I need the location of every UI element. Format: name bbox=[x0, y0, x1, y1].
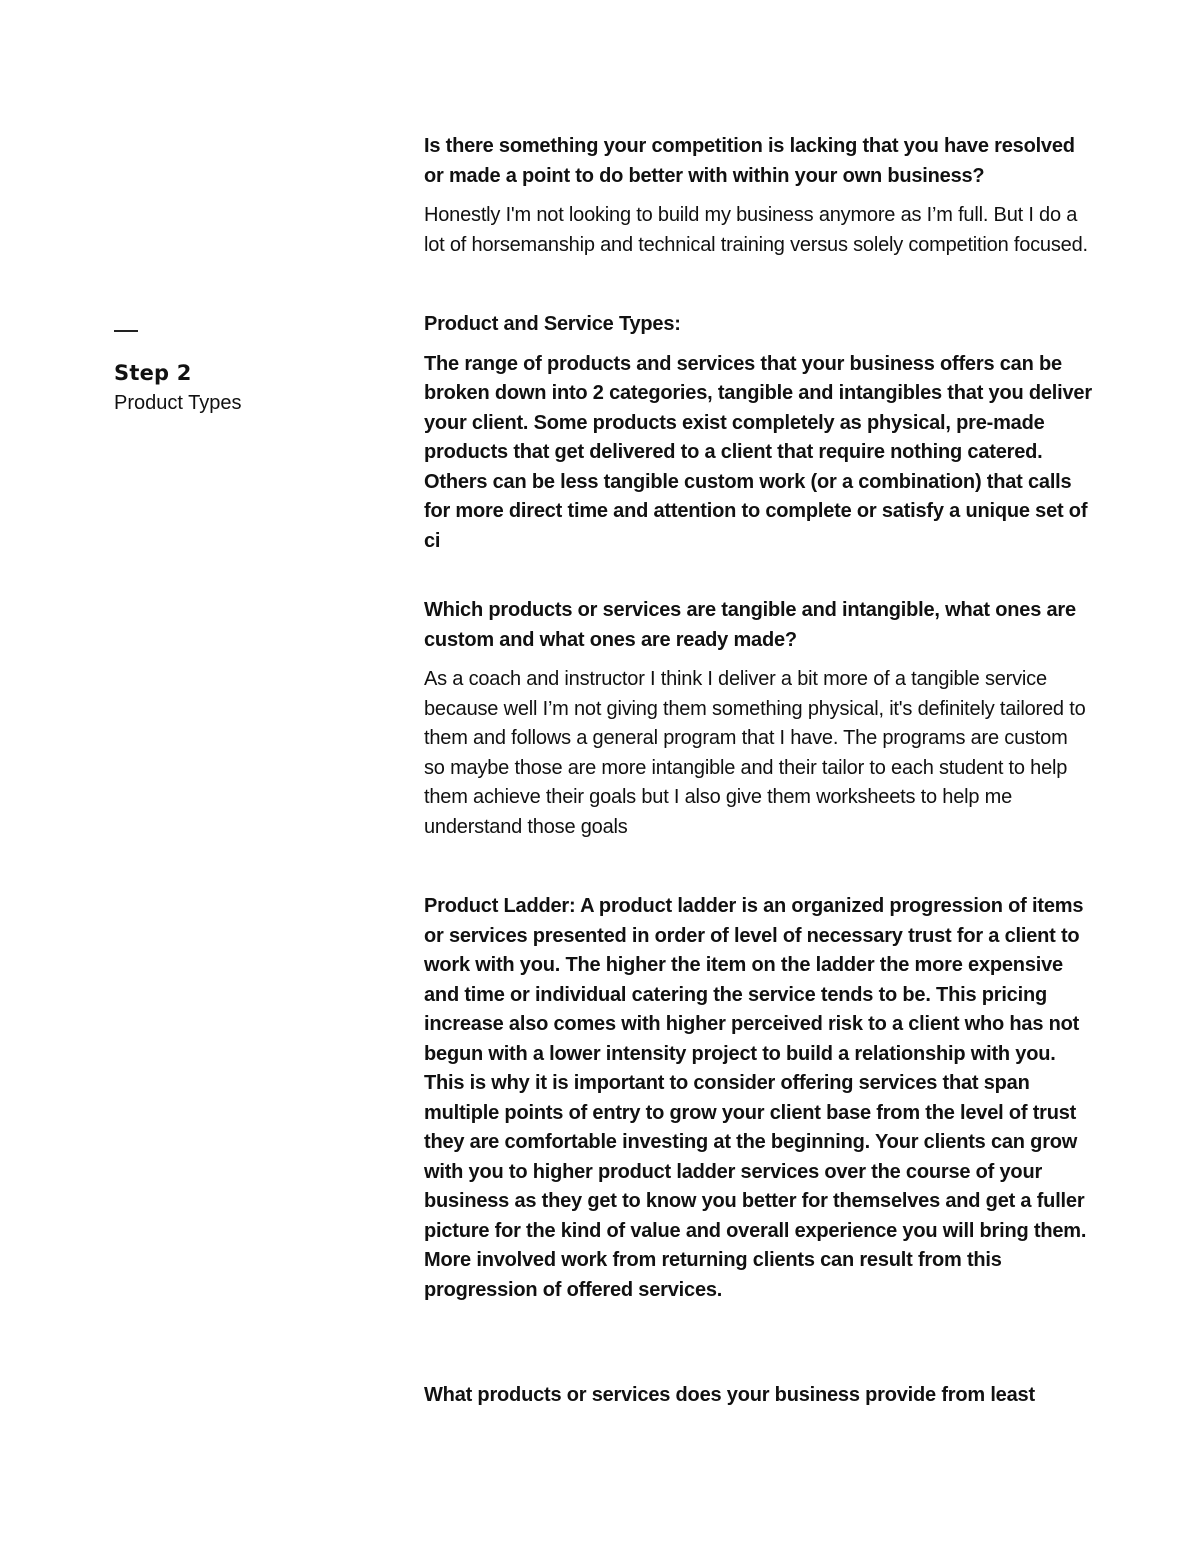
worksheet-content bbox=[424, 132, 1092, 1411]
competition-question: Is there something your competition is lacking that you have resolved or made a point to do better with within your own business? bbox=[424, 135, 1075, 187]
step-label: Step 2 bbox=[114, 361, 192, 385]
tangible-question: Which products or services are tangible and intangible, what ones are custom and what ones are ready made? bbox=[424, 599, 1076, 651]
step-subtitle: Product Types bbox=[114, 392, 242, 414]
step-sidebar bbox=[114, 330, 374, 418]
product-ladder-text: Product Ladder: A product ladder is an organized progression of items or services presented in order of level of necessary trust for a client to work with you. The higher the item on the ladder the more expensive and time or individual catering the service tends to be. This pricing increase also comes with higher perceived risk to a client who has not begun with a lower intensity project to build a relationship with you. This is why it is important to consider offering services that span multiple points of entry to grow your client base from the level of trust they are comfortable investing at the beginning. Your clients can grow with you to higher product ladder services over the course of your business as they get to know you better for themselves and get a fuller picture for the kind of value and overall experience you will bring them. More involved work from returning clients can result from this progression of offered services. bbox=[424, 895, 1087, 1301]
product-service-intro: The range of products and services that your business offers can be broken down into 2 categories, tangible and intangibles that you deliver your client. Some products exist completely as physical, pre-made products that get delivered to a client that require nothing catered. Others can be less tangible custom work (or a combination) that calls for more direct time and attention to complete or satisfy a unique set of ci bbox=[424, 352, 1092, 552]
least-question: What products or services does your business provide from least bbox=[424, 1384, 1035, 1406]
section-divider-dash bbox=[114, 330, 138, 332]
tangible-answer: As a coach and instructor I think I deliver a bit more of a tangible service because well I’m not giving them something physical, it's definitely tailored to them and follows a general program that I have. The programs are custom so maybe those are more intangible and their tailor to each student to help them achieve their goals but I also give them worksheets to help me understand those goals bbox=[424, 668, 1086, 838]
competition-answer: Honestly I'm not looking to build my business anymore as I’m full. But I do a lot of horsemanship and technical training versus solely competition focused. bbox=[424, 204, 1088, 256]
product-service-heading: Product and Service Types: bbox=[424, 313, 681, 335]
